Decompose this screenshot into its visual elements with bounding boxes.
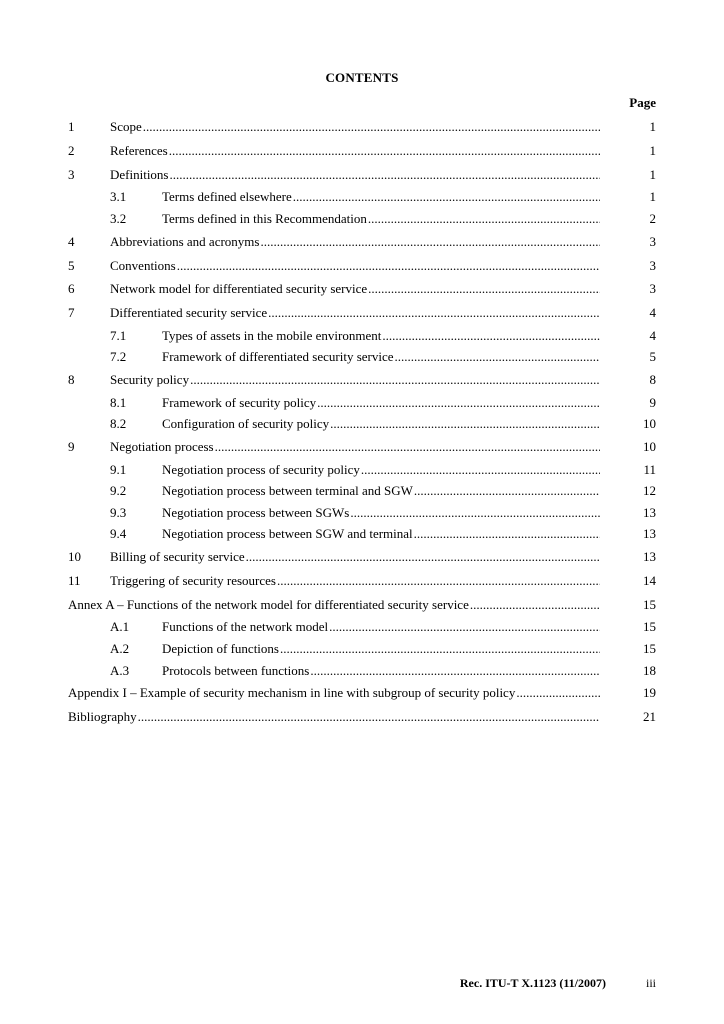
toc-entry-title: Depiction of functions: [162, 640, 279, 656]
toc-entry-number: 4: [68, 233, 75, 249]
toc-entry[interactable]: [68, 281, 656, 304]
toc-entry-title: Framework of security policy: [162, 394, 317, 410]
toc-entry-number: 7.1: [110, 327, 127, 343]
toc-entry-title: Negotiation process between SGWs: [162, 504, 350, 520]
toc-entry[interactable]: [68, 439, 656, 462]
toc-entry-page: 11: [643, 461, 656, 477]
dot-leader: [190, 372, 600, 387]
dot-leader: [329, 619, 600, 634]
toc-entry-page: 14: [643, 572, 656, 588]
dot-leader: [310, 663, 600, 678]
toc-entry-title: Terms defined in this Recommendation: [162, 210, 367, 226]
toc-entry-page: 3: [649, 281, 656, 297]
toc-entry-page: 15: [643, 619, 656, 635]
toc-entry-page: 15: [643, 640, 656, 656]
toc-entry-title: Negotiation process between SGW and terminal: [162, 526, 413, 542]
toc-entry-number: A.1: [110, 619, 130, 635]
toc-entry-title: Security policy: [110, 372, 190, 388]
recommendation-reference: Rec. ITU-T X.1123 (11/2007): [459, 976, 606, 990]
toc-entry-title: Billing of security service: [110, 549, 245, 565]
toc-entry-number: 7.2: [110, 349, 127, 365]
toc-entry-title: Bibliography: [68, 709, 137, 725]
toc-entry-number: 10: [68, 549, 81, 565]
toc-entry[interactable]: [68, 211, 656, 233]
toc-entry-page: 1: [649, 119, 656, 135]
toc-entry[interactable]: [68, 505, 656, 527]
toc-entry-page: 12: [643, 483, 656, 499]
toc-entry-number: 2: [68, 142, 75, 158]
toc-entry-page: 1: [649, 166, 656, 182]
toc-entry-title: Negotiation process of security policy: [162, 461, 360, 477]
toc-entry-title: Terms defined elsewhere: [162, 189, 292, 205]
toc-entry-number: 7: [68, 305, 75, 321]
toc-entry-page: 1: [649, 142, 656, 158]
toc-entry-number: 3.2: [110, 210, 127, 226]
toc-entry-page: 4: [649, 327, 656, 343]
toc-entry-page: 13: [643, 526, 656, 542]
toc-entry-title: Protocols between functions: [162, 662, 310, 678]
dot-leader: [143, 119, 600, 134]
toc-entry-page: 1: [649, 189, 656, 205]
toc-entry[interactable]: [68, 597, 656, 620]
dot-leader: [350, 505, 600, 520]
toc-entry[interactable]: [68, 258, 656, 281]
toc-entry[interactable]: [68, 619, 656, 641]
dot-leader: [170, 167, 601, 182]
toc-entry-page: 3: [649, 257, 656, 273]
dot-leader: [516, 685, 600, 700]
dot-leader: [293, 189, 600, 204]
toc-entry-page: 9: [649, 394, 656, 410]
toc-entry[interactable]: [68, 709, 656, 732]
toc-entry-title: Negotiation process: [110, 439, 214, 454]
toc-entry-page: 3: [649, 233, 656, 249]
toc-entry-page: 10: [643, 416, 656, 432]
dot-leader: [317, 395, 600, 410]
toc-entry-page: 13: [643, 549, 656, 565]
toc-entry-title: Triggering of security resources: [110, 572, 276, 588]
toc-entry[interactable]: [68, 663, 656, 685]
toc-entry[interactable]: [68, 305, 656, 328]
toc-entry-title: Network model for differentiated security service: [110, 281, 368, 297]
toc-entry-page: 15: [643, 596, 656, 612]
dot-leader: [177, 258, 600, 273]
page-title: CONTENTS: [325, 70, 399, 85]
toc-entry[interactable]: [68, 462, 656, 484]
toc-entry-number: 8.2: [110, 416, 127, 432]
toc-entry[interactable]: [68, 526, 656, 548]
page-column-header: Page: [629, 95, 656, 110]
toc-entry[interactable]: [68, 234, 656, 257]
toc-entry[interactable]: [68, 416, 656, 438]
dot-leader: [138, 709, 600, 724]
toc-entry-title: Scope: [110, 119, 142, 135]
toc-entry-page: 10: [643, 439, 656, 454]
toc-entry[interactable]: [68, 549, 656, 572]
toc-entry[interactable]: [68, 372, 656, 395]
toc-entry-number: 9.4: [110, 526, 127, 542]
toc-entry-page: 21: [643, 709, 656, 725]
toc-entry-number: 9.2: [110, 483, 127, 499]
dot-leader: [277, 573, 600, 588]
toc-entry-number: A.2: [110, 640, 130, 656]
toc-entry-title: Framework of differentiated security service: [162, 349, 394, 365]
toc-entry[interactable]: [68, 328, 656, 350]
dot-leader: [368, 281, 600, 296]
toc-entry-number: 6: [68, 281, 75, 297]
toc-entry[interactable]: [68, 641, 656, 663]
toc-entry-number: 9.1: [110, 461, 127, 477]
toc-entry[interactable]: [68, 167, 656, 190]
toc-entry-title: Differentiated security service: [110, 305, 268, 321]
toc-entry-page: 19: [643, 685, 656, 701]
toc-entry-title: Configuration of security policy: [162, 416, 330, 432]
toc-entry-title: Functions of the network model: [162, 619, 329, 635]
toc-entry[interactable]: [68, 685, 656, 708]
toc-entry-title: Types of assets in the mobile environment: [162, 327, 382, 343]
toc-entry-page: 18: [643, 662, 656, 678]
toc-entry-page: 4: [649, 305, 656, 321]
toc-entry-number: 5: [68, 257, 75, 273]
toc-entry[interactable]: [68, 189, 656, 211]
toc-entry-title: Annex A – Functions of the network model for differentiated security service: [68, 596, 469, 612]
table-of-contents: [68, 118, 656, 732]
toc-entry-title: Definitions: [110, 166, 169, 182]
dot-leader: [246, 549, 600, 564]
toc-entry[interactable]: [68, 395, 656, 417]
toc-entry-number: A.3: [110, 662, 130, 678]
toc-entry-page: 8: [649, 372, 656, 388]
toc-entry[interactable]: [68, 483, 656, 505]
dot-leader: [368, 211, 600, 226]
toc-entry-page: 13: [643, 504, 656, 520]
toc-entry-number: 11: [68, 572, 81, 588]
toc-entry[interactable]: [68, 573, 656, 596]
dot-leader: [414, 483, 600, 498]
toc-entry-number: 8.1: [110, 394, 127, 410]
toc-entry-title: Conventions: [110, 257, 176, 273]
toc-entry-title: Negotiation process between terminal and SGW: [162, 483, 413, 499]
toc-entry-number: 8: [68, 372, 75, 388]
toc-entry[interactable]: [68, 349, 656, 371]
toc-entry-number: 9.3: [110, 504, 127, 520]
toc-entry-title: Appendix I – Example of security mechanism in line with subgroup of security policy: [68, 685, 516, 701]
toc-entry-page: 2: [649, 210, 656, 226]
dot-leader: [330, 416, 600, 431]
dot-leader: [361, 462, 600, 477]
toc-entry-page: 5: [649, 349, 656, 365]
toc-entry-number: 3: [68, 166, 75, 182]
dot-leader: [470, 597, 600, 612]
toc-entry-number: 3.1: [110, 189, 127, 205]
toc-entry-number: 9: [68, 439, 75, 454]
dot-leader: [169, 143, 600, 158]
dot-leader: [395, 349, 601, 364]
toc-entry-number: 1: [68, 119, 75, 135]
dot-leader: [382, 328, 600, 343]
dot-leader: [215, 439, 600, 454]
toc-entry-title: Abbreviations and acronyms: [110, 233, 260, 249]
toc-entry-title: References: [110, 142, 168, 158]
dot-leader: [414, 526, 600, 541]
toc-entry[interactable]: [68, 119, 656, 142]
dot-leader: [280, 641, 600, 656]
toc-entry[interactable]: [68, 143, 656, 166]
dot-leader: [268, 305, 600, 320]
page-number: iii: [645, 976, 656, 990]
dot-leader: [260, 234, 600, 249]
